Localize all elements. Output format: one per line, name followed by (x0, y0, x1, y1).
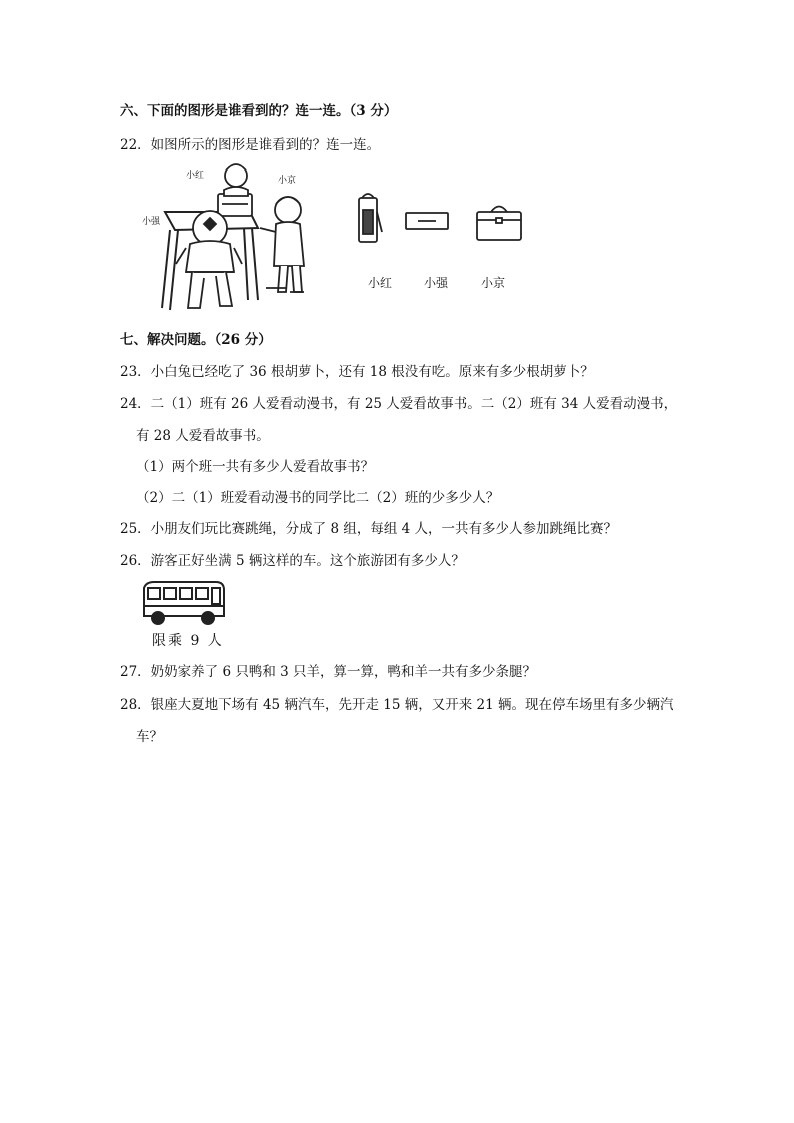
question-24-sub1: （1）两个班一共有多少人爱看故事书？ (136, 459, 375, 475)
section-7-heading: 七、解决问题。（26 分） (120, 332, 272, 348)
view-caption-2: 小强 (424, 276, 449, 290)
question-28-line1: 28．银座大夏地下场有 45 辆汽车，先开走 15 辆，又开来 21 辆。现在停车场里有多少辆汽 (120, 697, 674, 713)
figure-label-xiaojing: 小京 (278, 176, 297, 186)
xiaojing-figure (260, 197, 304, 292)
question-25: 25．小朋友们玩比赛跳绳，分成了 8 组，每组 4 人，一共有多少人参加跳绳比赛？ (120, 521, 618, 537)
question-27: 27．奶奶家养了 6 只鸭和 3 只羊，算一算，鸭和羊一共有多少条腿？ (120, 664, 537, 680)
question-24-line1: 24．二（1）班有 26 人爱看动漫书，有 25 人爱看故事书。二（2）班有 34 人爱看动漫书， (120, 396, 678, 412)
view-top (404, 210, 450, 232)
view-side (354, 190, 384, 246)
view-caption-1: 小红 (368, 276, 393, 290)
question-28-line2: 车？ (136, 729, 163, 745)
question-23: 23．小白兔已经吃了 36 根胡萝卜，还有 18 根没有吃。原来有多少根胡萝卜？ (120, 364, 594, 380)
figure-label-xiaohong: 小红 (186, 171, 205, 181)
xiaoqiang-figure (176, 211, 242, 308)
question-22: 22．如图所示的图形是谁看到的？连一连。 (120, 137, 381, 153)
bus-caption: 限乘 9 人 (152, 633, 224, 649)
section-6-heading: 六、下面的图形是谁看到的？连一连。（3 分） (120, 103, 398, 119)
question-24-line2: 有 28 人爱看故事书。 (136, 428, 270, 444)
bus-illustration (138, 578, 228, 628)
view-front (474, 202, 524, 242)
xiaohong-figure (224, 164, 248, 196)
question-24-sub2: （2）二（1）班爱看动漫书的同学比二（2）班的少多少人？ (136, 490, 500, 506)
figure-label-xiaoqiang: 小强 (142, 217, 161, 227)
view-caption-3: 小京 (481, 276, 506, 290)
question-26: 26．游客正好坐满 5 辆这样的车。这个旅游团有多少人？ (120, 553, 465, 569)
